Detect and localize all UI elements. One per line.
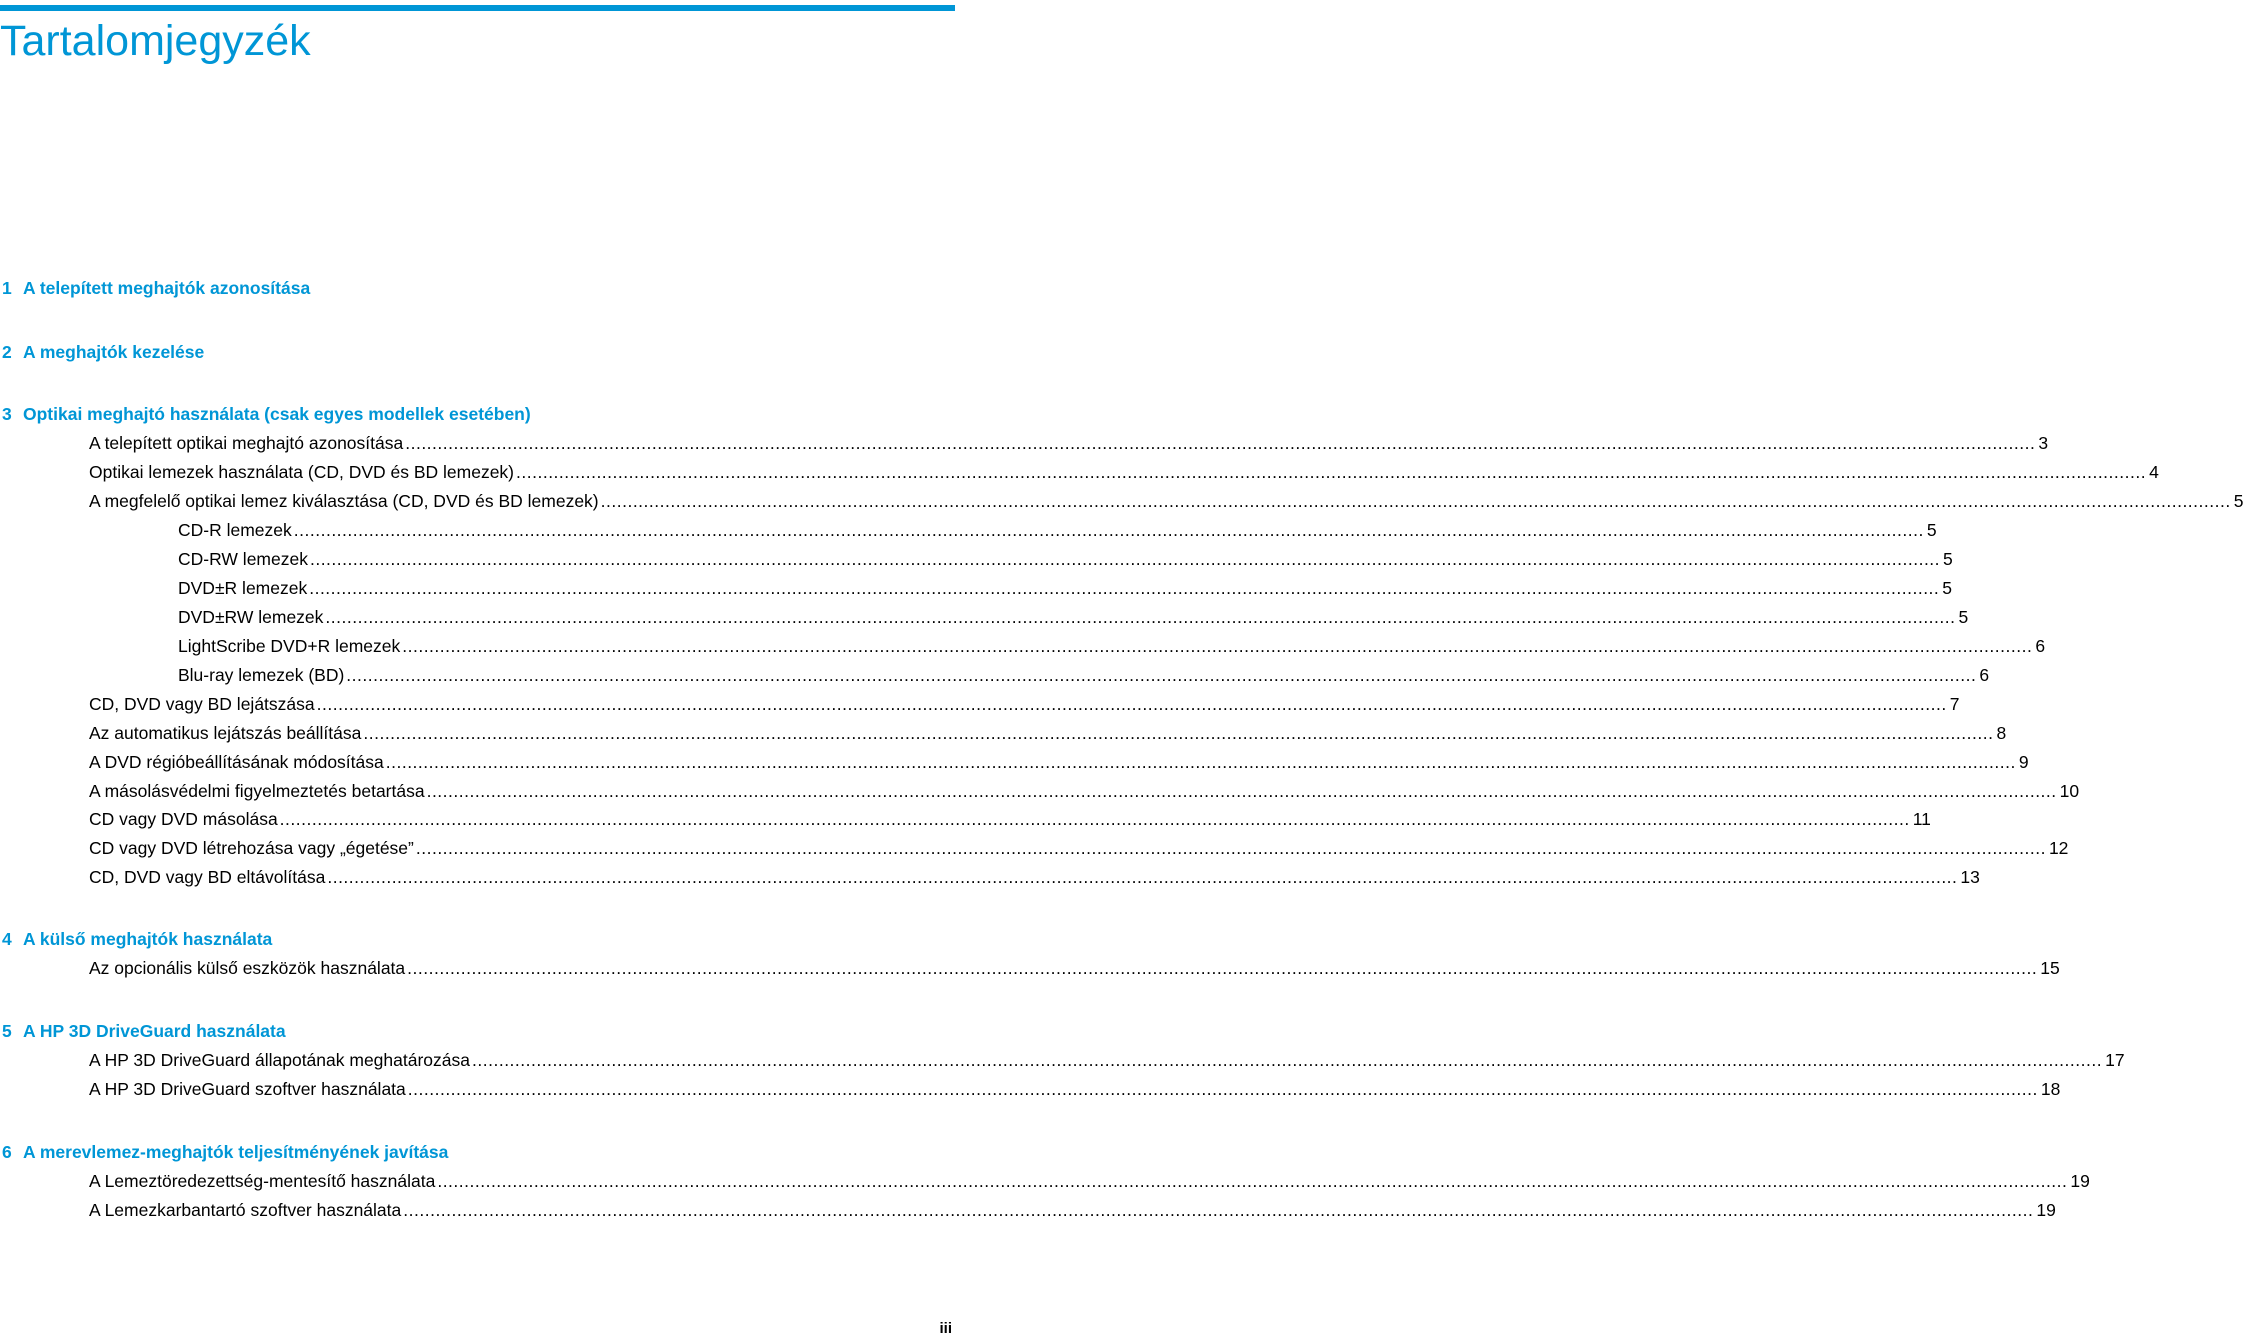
dot-leader: ................................................................................................................................................................................................................................................................................................................ bbox=[325, 607, 1956, 627]
toc-entry-page: 6 bbox=[2035, 636, 2046, 656]
toc-chapter-5[interactable] bbox=[2, 1020, 286, 1042]
toc-entry[interactable] bbox=[89, 866, 1980, 888]
toc-entry-page: 7 bbox=[1949, 694, 1960, 714]
page-title: Tartalomjegyzék bbox=[0, 17, 311, 65]
toc-entry[interactable] bbox=[89, 957, 2060, 979]
toc-entry-page: 9 bbox=[2018, 752, 2029, 772]
chapter-title: A telepített meghajtók azonosítása bbox=[23, 278, 311, 298]
toc-entry-label: A telepített optikai meghajtó azonosítása bbox=[89, 433, 404, 453]
toc-subentry[interactable] bbox=[178, 635, 2046, 657]
dot-leader: ................................................................................................................................................................................................................................................................................................................ bbox=[405, 433, 2036, 453]
toc-subentry[interactable] bbox=[178, 606, 1969, 628]
toc-entry-page: 18 bbox=[2040, 1079, 2061, 1099]
toc-entry-label: Az opcionális külső eszközök használata bbox=[89, 958, 406, 978]
toc-entry-label: CD-R lemezek bbox=[178, 520, 292, 540]
toc-entry[interactable] bbox=[89, 808, 1931, 830]
toc-entry-label: A megfelelő optikai lemez kiválasztása (CD, DVD és BD lemezek) bbox=[89, 491, 599, 511]
toc-entry-page: 19 bbox=[2036, 1200, 2056, 1220]
toc-subentry[interactable] bbox=[178, 664, 1990, 686]
toc-entry[interactable] bbox=[89, 837, 2069, 859]
toc-entry-label: A HP 3D DriveGuard állapotának meghatározása bbox=[89, 1050, 471, 1070]
page-number: iii bbox=[939, 1320, 952, 1337]
dot-leader: ................................................................................................................................................................................................................................................................................................................ bbox=[407, 1079, 2038, 1099]
dot-leader: ................................................................................................................................................................................................................................................................................................................ bbox=[327, 867, 1958, 887]
toc-chapter-3[interactable] bbox=[2, 403, 531, 425]
toc-entry-page: 8 bbox=[1996, 723, 2007, 743]
toc-entry-label: CD, DVD vagy BD lejátszása bbox=[89, 694, 315, 714]
chapter-number: 1 bbox=[2, 278, 12, 298]
toc-entry[interactable] bbox=[89, 780, 2080, 802]
toc-entry-label: Optikai lemezek használata (CD, DVD és BD lemezek) bbox=[89, 462, 515, 482]
dot-leader: ................................................................................................................................................................................................................................................................................................................ bbox=[516, 462, 2147, 482]
chapter-title: A külső meghajtók használata bbox=[23, 929, 273, 949]
toc-entry-page: 5 bbox=[1942, 578, 1953, 598]
toc-entry-page: 15 bbox=[2040, 958, 2060, 978]
chapter-number: 5 bbox=[2, 1021, 12, 1041]
dot-leader: ................................................................................................................................................................................................................................................................................................................ bbox=[279, 809, 1910, 829]
dot-leader: ................................................................................................................................................................................................................................................................................................................ bbox=[600, 491, 2231, 511]
toc-entry-label: CD-RW lemezek bbox=[178, 549, 308, 569]
toc-entry-label: A DVD régióbeállításának módosítása bbox=[89, 752, 384, 772]
toc-chapter-4[interactable] bbox=[2, 928, 272, 950]
toc-entry-page: 3 bbox=[2038, 433, 2049, 453]
toc-entry[interactable] bbox=[89, 693, 1960, 715]
toc-entry-page: 5 bbox=[2233, 491, 2243, 511]
toc-entry-label: Blu-ray lemezek (BD) bbox=[178, 665, 345, 685]
toc-entry[interactable] bbox=[89, 1078, 2061, 1100]
toc-entry-label: A HP 3D DriveGuard szoftver használata bbox=[89, 1079, 406, 1099]
toc-entry-label: A másolásvédelmi figyelmeztetés betartása bbox=[89, 781, 425, 801]
toc-entry-page: 17 bbox=[2105, 1050, 2125, 1070]
dot-leader: ................................................................................................................................................................................................................................................................................................................ bbox=[437, 1171, 2068, 1191]
toc-entry-page: 13 bbox=[1960, 867, 1980, 887]
toc-entry-label: DVD±R lemezek bbox=[178, 578, 308, 598]
chapter-title: Optikai meghajtó használata (csak egyes modellek esetében) bbox=[23, 404, 531, 424]
chapter-number: 6 bbox=[2, 1142, 12, 1162]
toc-entry[interactable] bbox=[89, 751, 2029, 773]
top-rule bbox=[0, 5, 955, 11]
dot-leader: ................................................................................................................................................................................................................................................................................................................ bbox=[402, 636, 2033, 656]
dot-leader: ................................................................................................................................................................................................................................................................................................................ bbox=[426, 781, 2057, 801]
toc-entry-page: 5 bbox=[1926, 520, 1937, 540]
toc-entry-label: CD vagy DVD létrehozása vagy „égetése” bbox=[89, 838, 414, 858]
chapter-title: A HP 3D DriveGuard használata bbox=[23, 1021, 286, 1041]
dot-leader: ................................................................................................................................................................................................................................................................................................................ bbox=[346, 665, 1977, 685]
toc-subentry[interactable] bbox=[178, 577, 1953, 599]
toc-entry[interactable] bbox=[89, 1049, 2125, 1071]
dot-leader: ................................................................................................................................................................................................................................................................................................................ bbox=[293, 520, 1924, 540]
dot-leader: ................................................................................................................................................................................................................................................................................................................ bbox=[316, 694, 1947, 714]
dot-leader: ................................................................................................................................................................................................................................................................................................................ bbox=[403, 1200, 2034, 1220]
dot-leader: ................................................................................................................................................................................................................................................................................................................ bbox=[385, 752, 2016, 772]
toc-entry[interactable] bbox=[89, 490, 2243, 512]
dot-leader: ................................................................................................................................................................................................................................................................................................................ bbox=[472, 1050, 2103, 1070]
toc-subentry[interactable] bbox=[178, 519, 1937, 541]
toc-entry-label: A Lemeztöredezettség-mentesítő használata bbox=[89, 1171, 436, 1191]
toc-entry-page: 5 bbox=[1958, 607, 1969, 627]
chapter-number: 4 bbox=[2, 929, 12, 949]
toc-entry[interactable] bbox=[89, 722, 2007, 744]
toc-chapter-6[interactable] bbox=[2, 1141, 448, 1163]
toc-chapter-1[interactable] bbox=[2, 277, 310, 299]
toc-entry-label: Az automatikus lejátszás beállítása bbox=[89, 723, 362, 743]
toc-entry-page: 19 bbox=[2070, 1171, 2090, 1191]
toc-subentry[interactable] bbox=[178, 548, 1953, 570]
chapter-number: 3 bbox=[2, 404, 12, 424]
toc-entry[interactable] bbox=[89, 1170, 2090, 1192]
toc-entry-page: 6 bbox=[1979, 665, 1990, 685]
toc-entry-page: 10 bbox=[2059, 781, 2080, 801]
toc-entry-page: 11 bbox=[1912, 809, 1931, 829]
toc-entry[interactable] bbox=[89, 432, 2049, 454]
dot-leader: ................................................................................................................................................................................................................................................................................................................ bbox=[309, 578, 1940, 598]
toc-entry-label: CD vagy DVD másolása bbox=[89, 809, 278, 829]
dot-leader: ................................................................................................................................................................................................................................................................................................................ bbox=[309, 549, 1941, 569]
toc-entry-label: LightScribe DVD+R lemezek bbox=[178, 636, 401, 656]
toc-entry-label: CD, DVD vagy BD eltávolítása bbox=[89, 867, 326, 887]
toc-entry-label: DVD±RW lemezek bbox=[178, 607, 324, 627]
chapter-number: 2 bbox=[2, 342, 12, 362]
toc-entry-page: 5 bbox=[1943, 549, 1953, 569]
toc-entry[interactable] bbox=[89, 461, 2159, 483]
dot-leader: ................................................................................................................................................................................................................................................................................................................ bbox=[415, 838, 2046, 858]
toc-chapter-2[interactable] bbox=[2, 341, 204, 363]
toc-entry-label: A Lemezkarbantartó szoftver használata bbox=[89, 1200, 402, 1220]
chapter-title: A meghajtók kezelése bbox=[23, 342, 205, 362]
toc-entry-page: 4 bbox=[2149, 462, 2159, 482]
dot-leader: ................................................................................................................................................................................................................................................................................................................ bbox=[363, 723, 1994, 743]
chapter-title: A merevlemez-meghajtók teljesítményének javítása bbox=[23, 1142, 449, 1162]
dot-leader: ................................................................................................................................................................................................................................................................................................................ bbox=[407, 958, 2038, 978]
toc-entry-page: 12 bbox=[2048, 838, 2069, 858]
toc-entry[interactable] bbox=[89, 1199, 2056, 1221]
